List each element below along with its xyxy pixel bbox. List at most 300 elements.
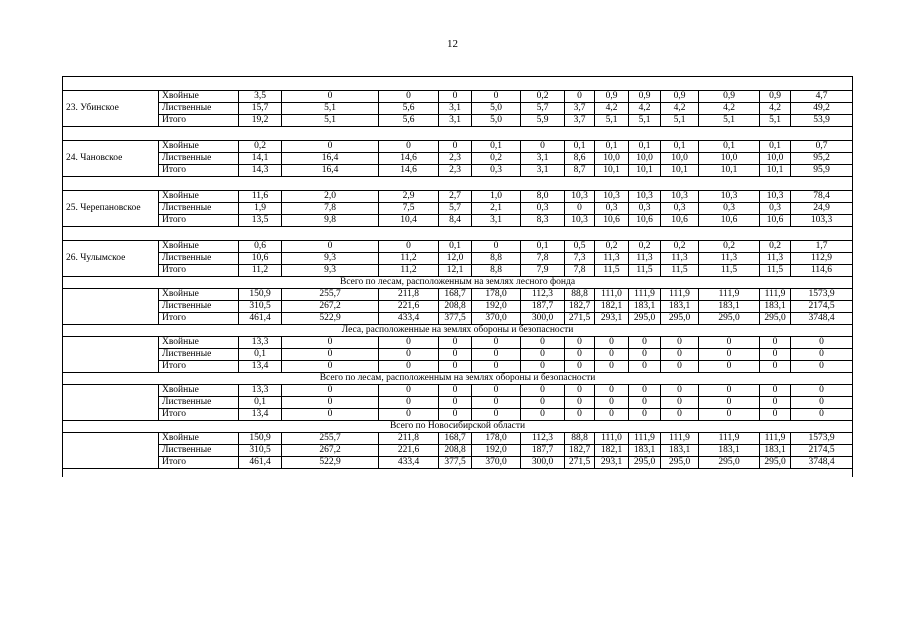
value-cell: 1573,9	[791, 433, 853, 445]
value-cell: 3,7	[565, 115, 595, 127]
value-cell: 0	[760, 337, 791, 349]
value-cell: 522,9	[282, 313, 379, 325]
value-cell: 182,7	[565, 445, 595, 457]
value-cell: 10,1	[661, 165, 699, 177]
value-cell: 0	[760, 361, 791, 373]
value-cell: 0,1	[629, 141, 661, 153]
value-cell: 0	[472, 397, 521, 409]
value-cell: 0	[472, 361, 521, 373]
species-cell: Лиственные	[159, 153, 239, 165]
spacer-cell	[63, 77, 853, 91]
value-cell: 0	[282, 385, 379, 397]
value-cell: 5,0	[472, 103, 521, 115]
value-cell: 12,1	[439, 265, 472, 277]
species-cell: Лиственные	[159, 397, 239, 409]
value-cell: 4,2	[629, 103, 661, 115]
value-cell: 0	[791, 385, 853, 397]
value-cell: 5,7	[521, 103, 565, 115]
value-cell: 103,3	[791, 215, 853, 227]
region-name-cell: 26. Чулымское	[63, 241, 159, 277]
species-cell: Итого	[159, 361, 239, 373]
value-cell: 0,2	[699, 241, 760, 253]
table-row	[63, 115, 853, 127]
value-cell: 53,9	[791, 115, 853, 127]
value-cell: 8,4	[439, 215, 472, 227]
value-cell: 0	[565, 337, 595, 349]
value-cell: 5,1	[661, 115, 699, 127]
value-cell: 88,8	[565, 433, 595, 445]
value-cell: 9,3	[282, 265, 379, 277]
table-row	[63, 253, 853, 265]
value-cell: 11,3	[629, 253, 661, 265]
region-name-cell	[63, 433, 159, 469]
value-cell: 10,0	[699, 153, 760, 165]
value-cell: 183,1	[699, 301, 760, 313]
value-cell: 2,3	[439, 165, 472, 177]
value-cell: 0	[379, 141, 439, 153]
value-cell: 0	[439, 141, 472, 153]
value-cell: 0	[565, 203, 595, 215]
value-cell: 0	[565, 349, 595, 361]
table-row	[63, 313, 853, 325]
value-cell: 295,0	[629, 457, 661, 469]
value-cell: 0	[595, 337, 629, 349]
value-cell: 183,1	[629, 445, 661, 457]
value-cell: 150,9	[239, 289, 282, 301]
value-cell: 0,2	[239, 141, 282, 153]
value-cell: 0,3	[760, 203, 791, 215]
value-cell: 5,1	[699, 115, 760, 127]
value-cell: 0	[439, 409, 472, 421]
species-cell: Хвойные	[159, 141, 239, 153]
table-end-cell	[63, 469, 853, 478]
table-row	[63, 103, 853, 115]
value-cell: 211,8	[379, 433, 439, 445]
species-cell: Итого	[159, 165, 239, 177]
value-cell: 0	[699, 349, 760, 361]
value-cell: 112,3	[521, 289, 565, 301]
table-row	[63, 349, 853, 361]
value-cell: 0	[439, 385, 472, 397]
value-cell: 0,9	[629, 91, 661, 103]
species-cell: Лиственные	[159, 253, 239, 265]
value-cell: 3748,4	[791, 457, 853, 469]
value-cell: 255,7	[282, 433, 379, 445]
value-cell: 0	[565, 385, 595, 397]
value-cell: 78,4	[791, 191, 853, 203]
value-cell: 5,6	[379, 115, 439, 127]
value-cell: 192,0	[472, 301, 521, 313]
value-cell: 0,2	[760, 241, 791, 253]
value-cell: 461,4	[239, 457, 282, 469]
value-cell: 11,5	[661, 265, 699, 277]
spacer-row	[63, 227, 853, 241]
species-cell: Итого	[159, 265, 239, 277]
value-cell: 182,7	[565, 301, 595, 313]
table-end-row	[63, 469, 853, 478]
value-cell: 0	[282, 409, 379, 421]
value-cell: 0	[282, 241, 379, 253]
species-cell: Хвойные	[159, 91, 239, 103]
value-cell: 9,8	[282, 215, 379, 227]
region-name-cell: 24. Чановское	[63, 141, 159, 177]
value-cell: 0,7	[791, 141, 853, 153]
value-cell: 0	[595, 361, 629, 373]
spacer-cell	[63, 127, 853, 141]
value-cell: 0	[379, 337, 439, 349]
species-cell: Лиственные	[159, 203, 239, 215]
value-cell: 7,3	[565, 253, 595, 265]
value-cell: 208,8	[439, 445, 472, 457]
page-number: 12	[447, 38, 458, 50]
value-cell: 0	[791, 337, 853, 349]
value-cell: 0	[521, 361, 565, 373]
value-cell: 461,4	[239, 313, 282, 325]
value-cell: 221,6	[379, 445, 439, 457]
value-cell: 10,1	[760, 165, 791, 177]
value-cell: 10,3	[760, 191, 791, 203]
region-name-cell	[63, 289, 159, 325]
value-cell: 10,3	[565, 191, 595, 203]
value-cell: 0	[595, 397, 629, 409]
value-cell: 8,3	[521, 215, 565, 227]
value-cell: 0,5	[565, 241, 595, 253]
value-cell: 14,1	[239, 153, 282, 165]
value-cell: 0,2	[595, 241, 629, 253]
value-cell: 5,0	[472, 115, 521, 127]
value-cell: 11,2	[239, 265, 282, 277]
value-cell: 0	[439, 91, 472, 103]
value-cell: 0	[661, 385, 699, 397]
value-cell: 0,1	[521, 241, 565, 253]
value-cell: 0	[379, 385, 439, 397]
value-cell: 0	[282, 361, 379, 373]
value-cell: 208,8	[439, 301, 472, 313]
value-cell: 0,9	[699, 91, 760, 103]
value-cell: 111,0	[595, 433, 629, 445]
value-cell: 295,0	[699, 457, 760, 469]
value-cell: 10,6	[595, 215, 629, 227]
value-cell: 0	[439, 361, 472, 373]
value-cell: 271,5	[565, 457, 595, 469]
value-cell: 13,3	[239, 337, 282, 349]
value-cell: 10,1	[629, 165, 661, 177]
value-cell: 0	[379, 91, 439, 103]
table-row	[63, 203, 853, 215]
table-row	[63, 361, 853, 373]
value-cell: 0	[472, 409, 521, 421]
value-cell: 295,0	[760, 313, 791, 325]
value-cell: 11,6	[239, 191, 282, 203]
value-cell: 0	[595, 385, 629, 397]
value-cell: 0	[521, 337, 565, 349]
value-cell: 11,3	[699, 253, 760, 265]
value-cell: 0	[379, 397, 439, 409]
value-cell: 9,3	[282, 253, 379, 265]
value-cell: 111,0	[595, 289, 629, 301]
value-cell: 5,7	[439, 203, 472, 215]
value-cell: 5,9	[521, 115, 565, 127]
value-cell: 0	[699, 397, 760, 409]
spacer-row	[63, 77, 853, 91]
value-cell: 111,9	[661, 289, 699, 301]
value-cell: 0	[472, 349, 521, 361]
table-row	[63, 301, 853, 313]
value-cell: 168,7	[439, 433, 472, 445]
table-row	[63, 445, 853, 457]
value-cell: 310,5	[239, 445, 282, 457]
value-cell: 0	[629, 337, 661, 349]
value-cell: 4,2	[661, 103, 699, 115]
value-cell: 3,7	[565, 103, 595, 115]
value-cell: 2,7	[439, 191, 472, 203]
spacer-cell	[63, 177, 853, 191]
species-cell: Хвойные	[159, 433, 239, 445]
value-cell: 0	[439, 397, 472, 409]
table-row	[63, 457, 853, 469]
value-cell: 0,2	[661, 241, 699, 253]
value-cell: 0	[661, 361, 699, 373]
value-cell: 295,0	[661, 313, 699, 325]
value-cell: 0,1	[760, 141, 791, 153]
value-cell: 13,4	[239, 409, 282, 421]
value-cell: 300,0	[521, 457, 565, 469]
value-cell: 13,4	[239, 361, 282, 373]
value-cell: 522,9	[282, 457, 379, 469]
value-cell: 10,6	[760, 215, 791, 227]
value-cell: 7,8	[565, 265, 595, 277]
value-cell: 0	[379, 241, 439, 253]
value-cell: 221,6	[379, 301, 439, 313]
value-cell: 0	[760, 397, 791, 409]
value-cell: 1,9	[239, 203, 282, 215]
value-cell: 0	[521, 397, 565, 409]
value-cell: 3,1	[439, 115, 472, 127]
table-row	[63, 153, 853, 165]
value-cell: 88,8	[565, 289, 595, 301]
value-cell: 0	[629, 397, 661, 409]
value-cell: 0,9	[760, 91, 791, 103]
value-cell: 7,8	[521, 253, 565, 265]
value-cell: 15,7	[239, 103, 282, 115]
species-cell: Хвойные	[159, 385, 239, 397]
value-cell: 0,1	[661, 141, 699, 153]
value-cell: 11,5	[760, 265, 791, 277]
value-cell: 0,3	[595, 203, 629, 215]
value-cell: 0	[282, 337, 379, 349]
value-cell: 2,9	[379, 191, 439, 203]
value-cell: 0,3	[661, 203, 699, 215]
value-cell: 0	[699, 361, 760, 373]
value-cell: 0	[565, 409, 595, 421]
value-cell: 0,2	[521, 91, 565, 103]
value-cell: 2,3	[439, 153, 472, 165]
forest-data-table	[62, 76, 853, 477]
value-cell: 11,2	[379, 253, 439, 265]
value-cell: 10,4	[379, 215, 439, 227]
value-cell: 14,6	[379, 165, 439, 177]
value-cell: 2174,5	[791, 445, 853, 457]
value-cell: 49,2	[791, 103, 853, 115]
value-cell: 95,9	[791, 165, 853, 177]
section-title-row	[63, 421, 853, 433]
value-cell: 150,9	[239, 433, 282, 445]
value-cell: 0,1	[565, 141, 595, 153]
value-cell: 178,0	[472, 289, 521, 301]
table-row	[63, 397, 853, 409]
spacer-cell	[63, 227, 853, 241]
table-row	[63, 165, 853, 177]
value-cell: 0,1	[699, 141, 760, 153]
value-cell: 112,9	[791, 253, 853, 265]
value-cell: 10,6	[239, 253, 282, 265]
value-cell: 16,4	[282, 153, 379, 165]
value-cell: 0,2	[629, 241, 661, 253]
value-cell: 295,0	[629, 313, 661, 325]
value-cell: 114,6	[791, 265, 853, 277]
value-cell: 0	[521, 141, 565, 153]
value-cell: 293,1	[595, 457, 629, 469]
value-cell: 0	[379, 349, 439, 361]
value-cell: 4,2	[699, 103, 760, 115]
value-cell: 0	[791, 349, 853, 361]
value-cell: 10,6	[629, 215, 661, 227]
section-title-row	[63, 277, 853, 289]
value-cell: 0	[661, 409, 699, 421]
value-cell: 0,1	[472, 141, 521, 153]
value-cell: 1,0	[472, 191, 521, 203]
value-cell: 10,0	[760, 153, 791, 165]
value-cell: 0	[760, 349, 791, 361]
value-cell: 0,9	[661, 91, 699, 103]
value-cell: 5,1	[760, 115, 791, 127]
value-cell: 2174,5	[791, 301, 853, 313]
value-cell: 4,7	[791, 91, 853, 103]
value-cell: 11,3	[760, 253, 791, 265]
value-cell: 10,3	[565, 215, 595, 227]
value-cell: 14,3	[239, 165, 282, 177]
value-cell: 168,7	[439, 289, 472, 301]
value-cell: 19,2	[239, 115, 282, 127]
value-cell: 192,0	[472, 445, 521, 457]
value-cell: 0	[661, 397, 699, 409]
value-cell: 0,3	[629, 203, 661, 215]
value-cell: 0	[472, 337, 521, 349]
value-cell: 0	[791, 397, 853, 409]
value-cell: 0	[629, 361, 661, 373]
value-cell: 10,0	[661, 153, 699, 165]
value-cell: 11,5	[595, 265, 629, 277]
value-cell: 10,6	[699, 215, 760, 227]
table-row	[63, 433, 853, 445]
value-cell: 3,1	[521, 165, 565, 177]
species-cell: Итого	[159, 313, 239, 325]
value-cell: 300,0	[521, 313, 565, 325]
value-cell: 0,1	[239, 397, 282, 409]
value-cell: 5,1	[629, 115, 661, 127]
table-body	[63, 77, 853, 478]
value-cell: 211,8	[379, 289, 439, 301]
value-cell: 111,9	[629, 433, 661, 445]
value-cell: 0	[699, 337, 760, 349]
value-cell: 0	[439, 337, 472, 349]
value-cell: 187,7	[521, 445, 565, 457]
value-cell: 10,6	[661, 215, 699, 227]
value-cell: 0,6	[239, 241, 282, 253]
value-cell: 0	[379, 361, 439, 373]
value-cell: 183,1	[760, 445, 791, 457]
value-cell: 0	[565, 91, 595, 103]
value-cell: 1573,9	[791, 289, 853, 301]
value-cell: 0	[629, 349, 661, 361]
value-cell: 0	[661, 349, 699, 361]
value-cell: 433,4	[379, 457, 439, 469]
species-cell: Лиственные	[159, 301, 239, 313]
value-cell: 0	[282, 397, 379, 409]
value-cell: 10,3	[595, 191, 629, 203]
table-row	[63, 409, 853, 421]
value-cell: 10,3	[629, 191, 661, 203]
value-cell: 5,1	[595, 115, 629, 127]
value-cell: 4,2	[760, 103, 791, 115]
spacer-row	[63, 177, 853, 191]
value-cell: 0,3	[521, 203, 565, 215]
table-row	[63, 141, 853, 153]
value-cell: 10,0	[595, 153, 629, 165]
value-cell: 8,8	[472, 265, 521, 277]
section-title: Всего по лесам, расположенным на землях лесного фонда	[63, 277, 853, 289]
section-title: Леса, расположенные на землях обороны и безопасности	[63, 325, 853, 337]
spacer-row	[63, 127, 853, 141]
section-title: Всего по лесам, расположенным на землях обороны и безопасности	[63, 373, 853, 385]
value-cell: 377,5	[439, 313, 472, 325]
table-row	[63, 289, 853, 301]
value-cell: 111,9	[760, 289, 791, 301]
value-cell: 112,3	[521, 433, 565, 445]
value-cell: 370,0	[472, 313, 521, 325]
value-cell: 0,1	[439, 241, 472, 253]
value-cell: 10,0	[629, 153, 661, 165]
value-cell: 10,1	[699, 165, 760, 177]
value-cell: 0	[439, 349, 472, 361]
value-cell: 182,1	[595, 445, 629, 457]
value-cell: 13,5	[239, 215, 282, 227]
value-cell: 183,1	[629, 301, 661, 313]
value-cell: 0	[282, 141, 379, 153]
value-cell: 0,2	[472, 153, 521, 165]
value-cell: 8,8	[472, 253, 521, 265]
value-cell: 5,1	[282, 103, 379, 115]
value-cell: 0,3	[472, 165, 521, 177]
value-cell: 7,5	[379, 203, 439, 215]
value-cell: 0	[282, 91, 379, 103]
value-cell: 295,0	[699, 313, 760, 325]
value-cell: 0	[565, 397, 595, 409]
value-cell: 0	[629, 385, 661, 397]
table-row	[63, 191, 853, 203]
value-cell: 0	[472, 241, 521, 253]
value-cell: 10,3	[661, 191, 699, 203]
value-cell: 5,1	[282, 115, 379, 127]
table-row	[63, 337, 853, 349]
value-cell: 187,7	[521, 301, 565, 313]
value-cell: 111,9	[629, 289, 661, 301]
value-cell: 183,1	[760, 301, 791, 313]
value-cell: 0	[595, 349, 629, 361]
value-cell: 5,6	[379, 103, 439, 115]
value-cell: 0	[661, 337, 699, 349]
value-cell: 0	[629, 409, 661, 421]
